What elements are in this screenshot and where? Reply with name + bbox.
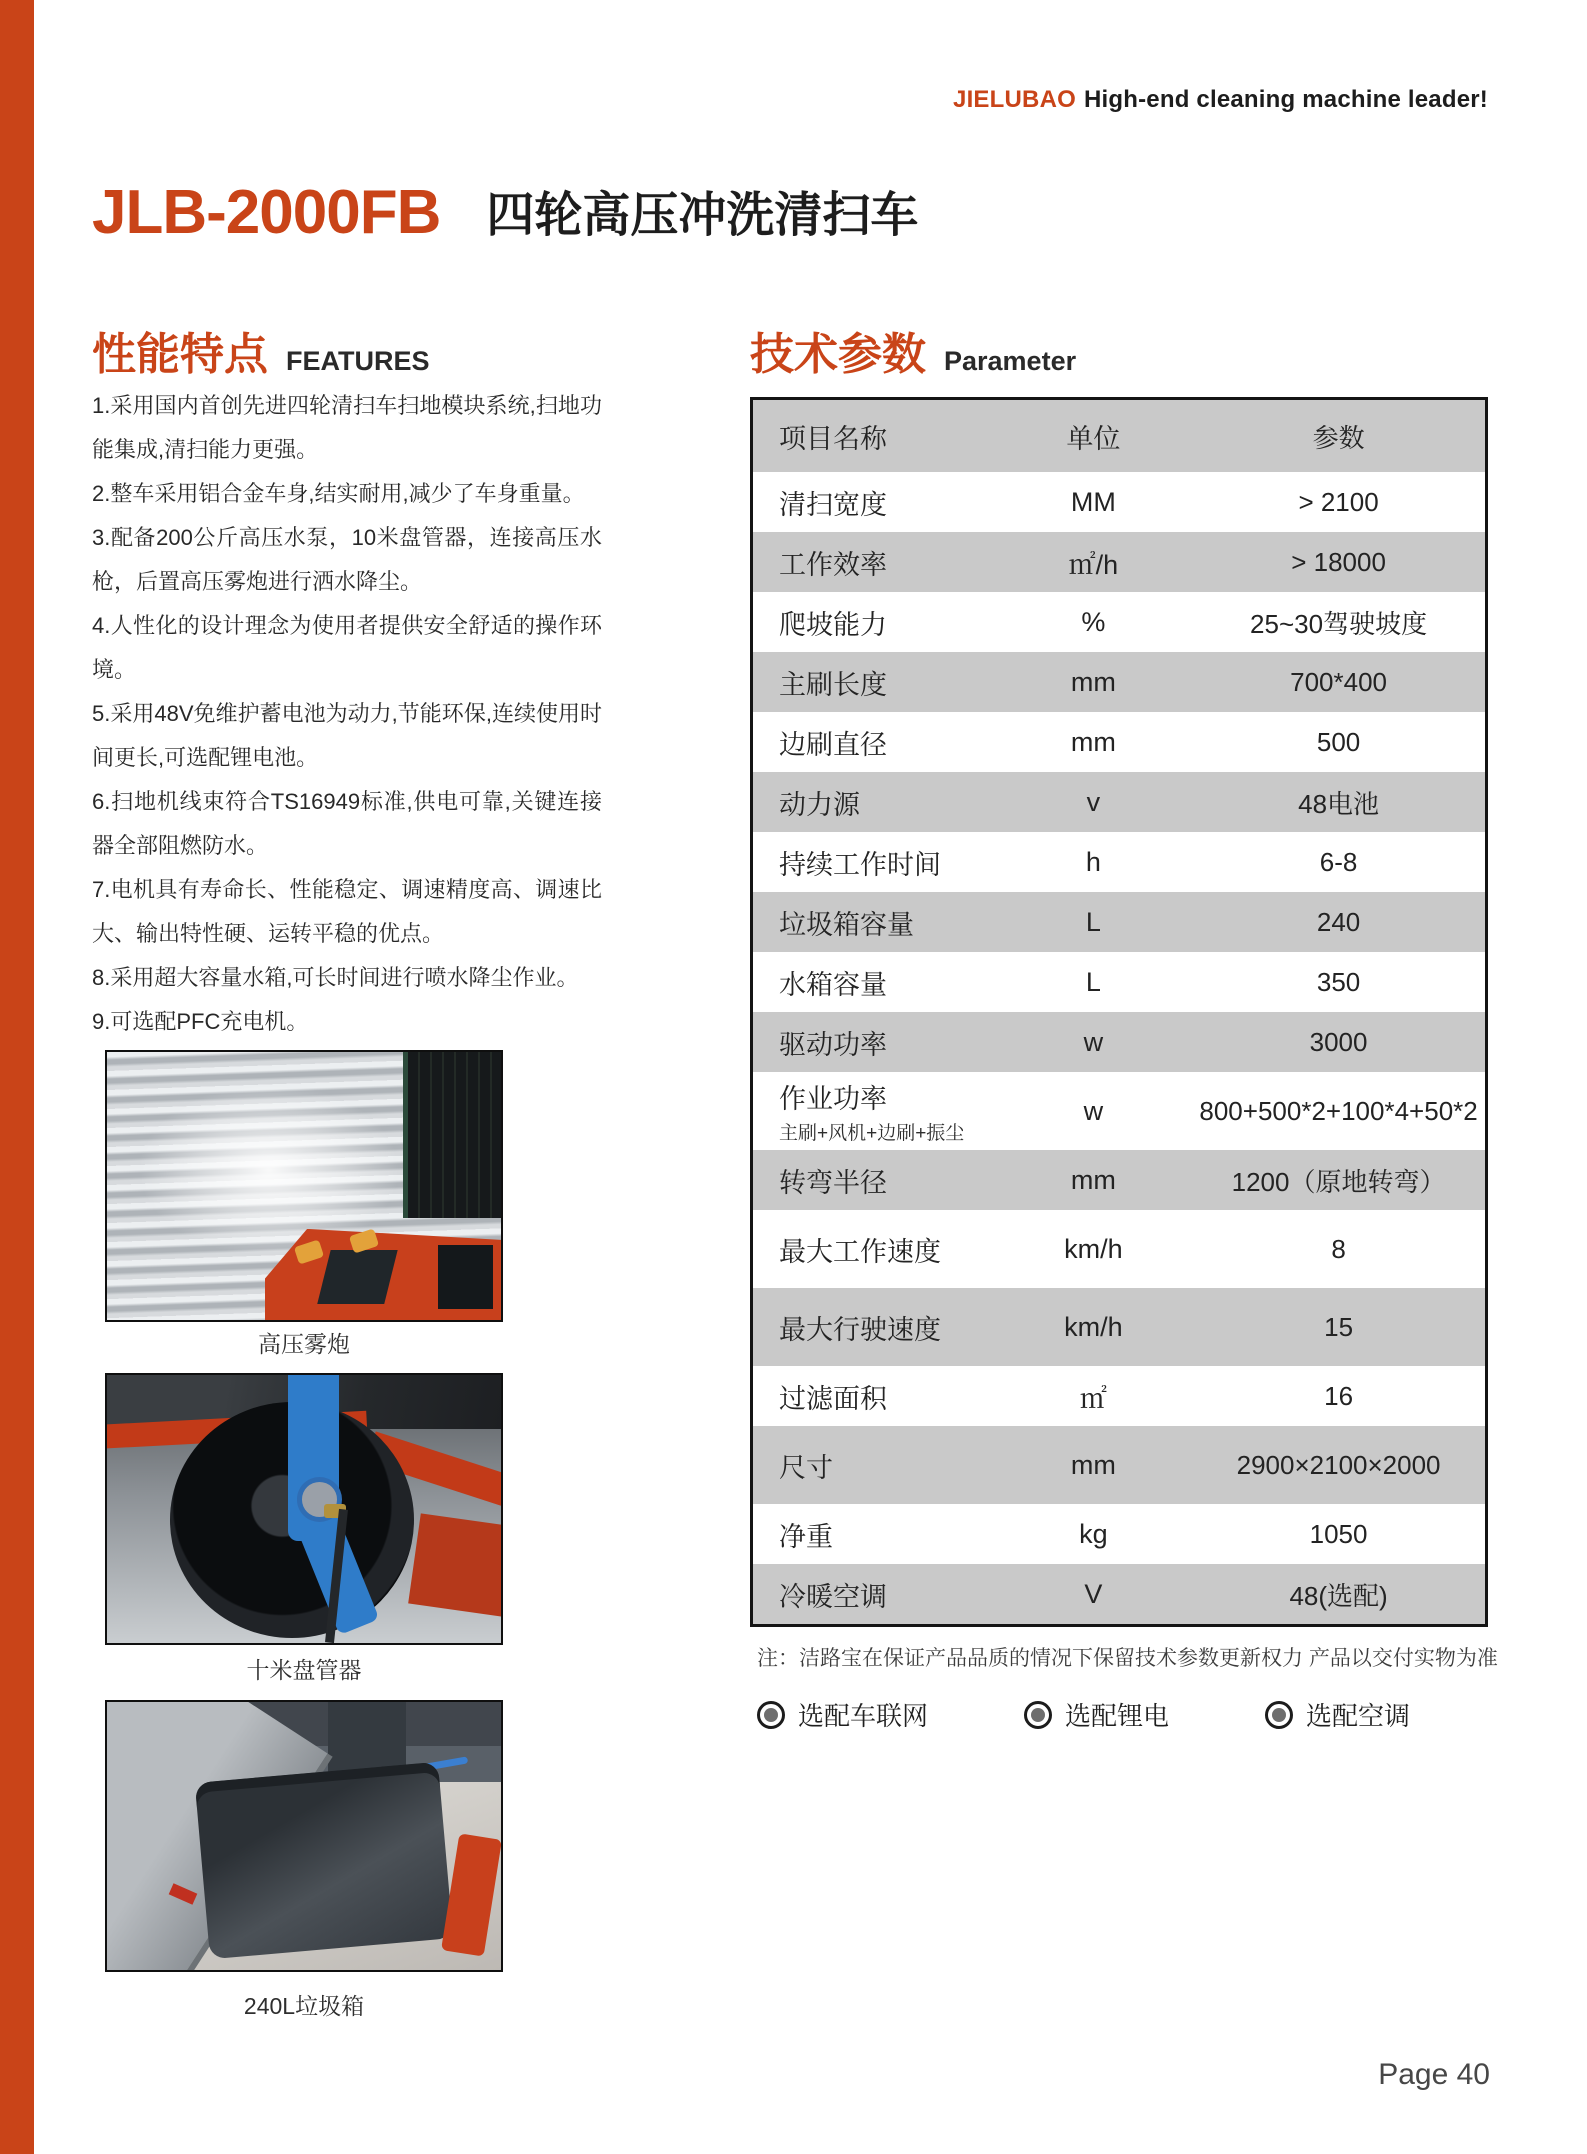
spec-table-row — [753, 1210, 1485, 1288]
spec-value-cell: 1200（原地转弯） — [1231, 1166, 1446, 1197]
feature-item: 8.采用超大容量水箱,可长时间进行喷水降尘作业。 — [92, 965, 579, 990]
spec-table-row — [753, 1366, 1485, 1426]
spec-value-cell: 3000 — [1309, 1026, 1368, 1057]
features-title-cn: 性能特点 — [92, 330, 268, 379]
spec-item-label: 垃圾箱容量 — [779, 909, 914, 940]
features-title-en: FEATURES — [286, 346, 430, 376]
option-item — [757, 1696, 928, 1733]
spec-value-cell: 240 — [1316, 906, 1361, 937]
option-label: 选配锂电 — [1065, 1701, 1170, 1731]
spec-value-cell: 2900×2100×2000 — [1236, 1449, 1441, 1480]
feature-item: 1.采用国内首创先进四轮清扫车扫地模块系统,扫地功能集成,清扫能力更强。 — [92, 393, 602, 462]
spec-unit-cell: mm — [1070, 726, 1116, 757]
photo-trash-bin — [105, 1700, 503, 1972]
spec-table-row — [753, 952, 1485, 1012]
spec-table-row — [753, 472, 1485, 532]
spec-unit-cell: L — [1085, 906, 1101, 937]
spec-unit-cell: h — [1085, 846, 1101, 877]
spec-unit-cell: % — [1081, 606, 1106, 637]
spec-value-cell: > 18000 — [1291, 546, 1386, 577]
spec-table-row — [753, 1564, 1485, 1624]
spec-value-cell: > 2100 — [1298, 486, 1379, 517]
spec-unit-cell: mm — [1070, 1449, 1116, 1480]
spec-table-header-row — [753, 400, 1485, 472]
spec-item-label: 清扫宽度 — [779, 489, 887, 520]
spec-item-label: 尺寸 — [779, 1452, 833, 1483]
spec-table-row — [753, 592, 1485, 652]
column-header-item: 项目名称 — [779, 423, 887, 454]
spec-item-cell — [753, 1161, 995, 1200]
column-header-value: 参数 — [1312, 422, 1365, 453]
brand-tagline — [953, 86, 1488, 114]
spec-unit-cell: MM — [1070, 486, 1116, 517]
spec-unit-cell: mm — [1070, 1164, 1116, 1195]
spec-unit-cell: km/h — [1064, 1311, 1123, 1342]
photo-caption-mist-cannon: 高压雾炮 — [258, 1331, 350, 1357]
spec-value-cell: 15 — [1324, 1311, 1354, 1342]
photo-caption-trash-bin: 240L垃圾箱 — [243, 1993, 365, 2019]
spec-unit-cell: km/h — [1064, 1233, 1123, 1264]
product-name: 四轮高压冲洗清扫车 — [486, 189, 919, 242]
machine-window-graphic — [317, 1250, 397, 1304]
spec-item-label: 驱动功率 — [779, 1029, 887, 1060]
spec-table-row — [753, 652, 1485, 712]
spec-item-label: 动力源 — [779, 789, 860, 820]
spec-item-sub-label: 主刷+风机+边刷+振尘 — [779, 1123, 965, 1144]
spec-item-cell — [753, 543, 995, 582]
spec-value-cell: 6-8 — [1319, 846, 1358, 877]
spec-item-cell — [753, 903, 995, 942]
spec-item-cell — [753, 1575, 995, 1614]
radio-bullet-icon — [757, 1701, 785, 1729]
spec-item-label: 持续工作时间 — [779, 849, 941, 880]
spec-table-row — [753, 1426, 1485, 1504]
left-accent-stripe — [0, 0, 34, 2154]
option-label: 选配空调 — [1306, 1701, 1411, 1731]
features-section-header — [92, 318, 430, 382]
spec-value-cell: 48(选配) — [1289, 1580, 1388, 1611]
specs-title-en: Parameter — [944, 346, 1077, 376]
spec-value-cell: 16 — [1324, 1380, 1354, 1411]
spec-table-row — [753, 832, 1485, 892]
spec-item-label: 主刷长度 — [779, 669, 887, 700]
spec-item-cell — [753, 783, 995, 822]
feature-item: 6.扫地机线束符合TS16949标准,供电可靠,关键连接器全部阻燃防水。 — [92, 789, 602, 858]
spec-value-cell: 1050 — [1309, 1518, 1368, 1549]
mist-spray-graphic — [139, 1084, 399, 1256]
spec-unit-cell: w — [1083, 1095, 1104, 1126]
option-label: 选配车联网 — [798, 1701, 929, 1731]
model-number: JLB-2000FB — [92, 178, 441, 247]
spec-item-label: 作业功率 — [779, 1084, 887, 1114]
feature-item: 3.配备200公斤高压水泵，10米盘管器，连接高压水枪，后置高压雾炮进行洒水降尘。 — [92, 525, 602, 594]
spec-unit-cell: ㎡ — [1079, 1383, 1107, 1414]
spec-table-row — [753, 892, 1485, 952]
spec-table-row — [753, 1150, 1485, 1210]
specs-title-cn: 技术参数 — [750, 330, 926, 379]
brand-tagline-text: High-end cleaning machine leader! — [1083, 86, 1488, 113]
options-row — [757, 1696, 1410, 1733]
spec-table-row — [753, 532, 1485, 592]
spec-item-cell — [753, 663, 995, 702]
spec-unit-cell: v — [1086, 786, 1101, 817]
features-list — [92, 384, 602, 1044]
spec-table-row — [753, 1012, 1485, 1072]
feature-item: 5.采用48V免维护蓄电池为动力,节能环保,连续使用时间更长,可选配锂电池。 — [92, 701, 602, 770]
spec-value-cell: 700*400 — [1290, 666, 1388, 697]
spec-item-label: 边刷直径 — [779, 729, 887, 760]
spec-item-cell — [753, 1308, 995, 1347]
spec-item-label: 工作效率 — [779, 549, 887, 580]
spec-item-cell — [753, 483, 995, 522]
feature-item: 9.可选配PFC充电机。 — [92, 1009, 309, 1034]
machine-window-graphic — [438, 1245, 493, 1309]
spec-item-cell — [753, 723, 995, 762]
radio-bullet-icon — [1024, 1701, 1052, 1729]
feature-item: 2.整车采用铝合金车身,结实耐用,减少了车身重量。 — [92, 481, 585, 506]
spec-value-cell: 350 — [1316, 966, 1361, 997]
red-beam-graphic — [408, 1513, 503, 1617]
page-title — [92, 176, 918, 248]
spec-value-cell: 800+500*2+100*4+50*2 — [1199, 1095, 1478, 1126]
spec-item-cell — [753, 1023, 995, 1062]
spec-unit-cell: V — [1084, 1578, 1103, 1609]
specs-section-header — [750, 318, 1076, 382]
column-header-unit: 单位 — [1066, 423, 1121, 454]
photo-hose-reel — [105, 1373, 503, 1645]
spec-item-cell — [753, 1077, 995, 1145]
spec-table — [750, 397, 1488, 1627]
mesh-panel-graphic — [403, 1052, 502, 1218]
page-number: Page 40 — [1378, 2058, 1490, 2091]
spec-item-label: 最大工作速度 — [779, 1236, 941, 1267]
spec-table-row — [753, 772, 1485, 832]
spec-value-cell: 8 — [1331, 1233, 1346, 1264]
spec-item-cell — [753, 1446, 995, 1485]
spec-item-cell — [753, 1377, 995, 1416]
spec-item-label: 爬坡能力 — [779, 609, 887, 640]
feature-item: 4.人性化的设计理念为使用者提供安全舒适的操作环境。 — [92, 613, 602, 682]
spec-item-label: 过滤面积 — [779, 1383, 887, 1414]
option-item — [1024, 1696, 1169, 1733]
spec-value-cell: 25~30驾驶坡度 — [1250, 608, 1428, 639]
spec-item-cell — [753, 1230, 995, 1269]
photo-caption-hose-reel: 十米盘管器 — [246, 1657, 362, 1683]
spec-item-cell — [753, 963, 995, 1002]
radio-bullet-icon — [1265, 1701, 1293, 1729]
spec-unit-cell: L — [1085, 966, 1101, 997]
spec-item-label: 转弯半径 — [779, 1167, 887, 1198]
spec-value-cell: 500 — [1316, 726, 1361, 757]
option-item — [1265, 1696, 1410, 1733]
spec-item-label: 冷暖空调 — [779, 1581, 887, 1612]
feature-item: 7.电机具有寿命长、性能稳定、调速精度高、调速比大、输出特性硬、运转平稳的优点。 — [92, 877, 602, 946]
spec-item-cell — [753, 843, 995, 882]
brand-name: JIELUBAO — [953, 86, 1076, 113]
spec-item-label: 净重 — [779, 1521, 833, 1552]
spec-unit-cell: w — [1083, 1026, 1104, 1057]
spec-item-cell — [753, 603, 995, 642]
spec-unit-cell: kg — [1079, 1518, 1108, 1549]
spec-item-label: 最大行驶速度 — [779, 1314, 941, 1345]
spec-value-cell: 48电池 — [1298, 788, 1380, 819]
spec-note: 注：洁路宝在保证产品品质的情况下保留技术参数更新权力 产品以交付实物为准 — [757, 1647, 1498, 1670]
photo-mist-cannon — [105, 1050, 503, 1322]
spec-table-row — [753, 1072, 1485, 1150]
bin-interior-graphic — [194, 1761, 453, 1958]
spec-table-row — [753, 1288, 1485, 1366]
spec-unit-cell: ㎡/h — [1068, 549, 1119, 580]
spec-unit-cell: mm — [1070, 666, 1116, 697]
orange-frame-graphic — [441, 1833, 502, 1956]
spec-table-row — [753, 1504, 1485, 1564]
spec-item-cell — [753, 1515, 995, 1554]
spec-item-label: 水箱容量 — [779, 969, 887, 1000]
spec-table-row — [753, 712, 1485, 772]
